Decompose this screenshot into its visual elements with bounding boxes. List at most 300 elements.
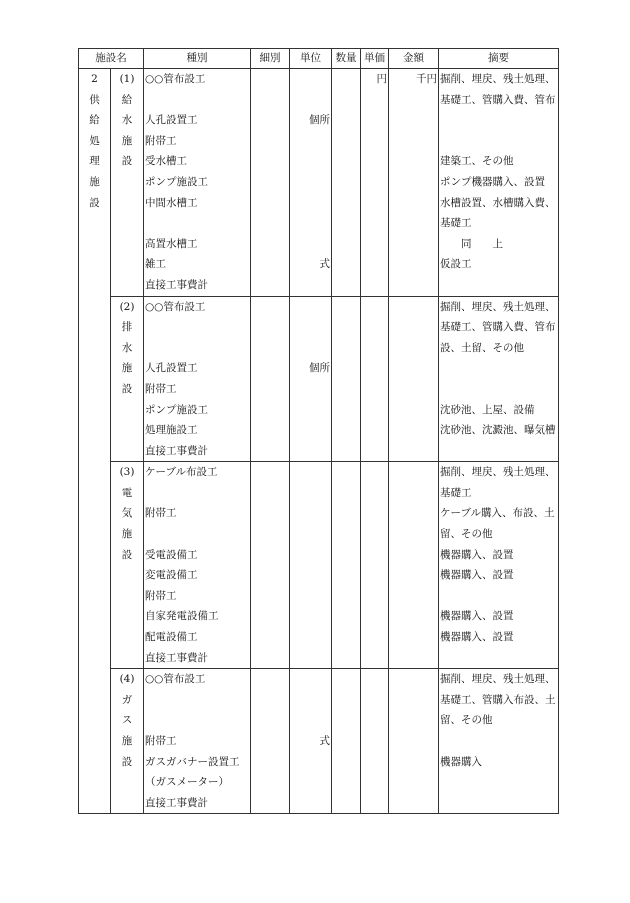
table-row xyxy=(79,524,559,545)
amount-cell xyxy=(389,483,439,504)
amount-cell xyxy=(389,586,439,607)
quantity-cell xyxy=(332,462,361,483)
facility-name-char: 供 xyxy=(79,90,111,111)
unit-cell xyxy=(290,710,332,731)
detail-cell xyxy=(251,606,290,627)
type-cell: ケーブル布設工 xyxy=(144,462,251,483)
detail-cell xyxy=(251,400,290,421)
sub-facility-cell xyxy=(111,648,144,669)
table-row xyxy=(79,772,559,793)
facility-name-char: 設 xyxy=(79,193,111,214)
detail-cell xyxy=(251,172,290,193)
detail-cell xyxy=(251,379,290,400)
amount-cell xyxy=(389,648,439,669)
type-cell xyxy=(144,710,251,731)
quantity-cell xyxy=(332,172,361,193)
type-cell: 直接工事費計 xyxy=(144,275,251,296)
type-cell: 雑工 xyxy=(144,254,251,275)
unit-price-cell xyxy=(361,151,389,172)
facility-cell xyxy=(79,254,111,275)
detail-cell xyxy=(251,648,290,669)
detail-cell xyxy=(251,690,290,711)
facility-cell xyxy=(79,586,111,607)
quantity-cell xyxy=(332,524,361,545)
remarks-cell xyxy=(439,441,559,462)
table-row xyxy=(79,606,559,627)
table-row xyxy=(79,752,559,773)
unit-cell xyxy=(290,524,332,545)
facility-cell xyxy=(79,648,111,669)
header-quantity: 数量 xyxy=(332,49,361,69)
quantity-cell xyxy=(332,193,361,214)
detail-cell xyxy=(251,669,290,690)
unit-cell xyxy=(290,338,332,359)
unit-price-cell xyxy=(361,710,389,731)
unit-price-cell xyxy=(361,441,389,462)
cost-table xyxy=(78,48,559,814)
amount-cell xyxy=(389,524,439,545)
unit-cell xyxy=(290,752,332,773)
remarks-cell: 基礎工、管購入費、管布 xyxy=(439,317,559,338)
type-cell: ガスガバナー設置工 xyxy=(144,752,251,773)
unit-price-cell xyxy=(361,110,389,131)
table-row xyxy=(79,710,559,731)
sub-facility-char: (4) xyxy=(111,669,144,690)
unit-price-cell xyxy=(361,338,389,359)
type-cell: 附帯工 xyxy=(144,503,251,524)
table-row xyxy=(79,379,559,400)
facility-cell xyxy=(79,338,111,359)
table-row xyxy=(79,420,559,441)
header-facility: 施設名 xyxy=(79,49,144,69)
detail-cell xyxy=(251,772,290,793)
amount-cell xyxy=(389,275,439,296)
unit-price-cell xyxy=(361,524,389,545)
amount-cell xyxy=(389,172,439,193)
sub-facility-cell xyxy=(111,441,144,462)
detail-cell xyxy=(251,213,290,234)
unit-cell xyxy=(290,648,332,669)
facility-name-char: 理 xyxy=(79,151,111,172)
quantity-cell xyxy=(332,503,361,524)
table-row xyxy=(79,172,559,193)
unit-price-cell xyxy=(361,131,389,152)
amount-cell xyxy=(389,731,439,752)
quantity-cell xyxy=(332,648,361,669)
unit-cell xyxy=(290,172,332,193)
unit-price-cell xyxy=(361,420,389,441)
unit-price-cell xyxy=(361,731,389,752)
remarks-cell xyxy=(439,358,559,379)
table-row xyxy=(79,90,559,111)
remarks-cell: 基礎工 xyxy=(439,213,559,234)
unit-price-cell xyxy=(361,565,389,586)
unit-price-cell xyxy=(361,358,389,379)
detail-cell xyxy=(251,296,290,317)
type-cell: ○○管布設工 xyxy=(144,669,251,690)
unit-cell: 個所 xyxy=(290,110,332,131)
sub-facility-cell xyxy=(111,193,144,214)
type-cell: 直接工事費計 xyxy=(144,648,251,669)
sub-facility-char: (2) xyxy=(111,296,144,317)
type-cell: ポンプ施設工 xyxy=(144,400,251,421)
unit-price-cell xyxy=(361,627,389,648)
unit-cell xyxy=(290,483,332,504)
amount-cell xyxy=(389,254,439,275)
quantity-cell xyxy=(332,400,361,421)
amount-cell xyxy=(389,358,439,379)
amount-cell xyxy=(389,213,439,234)
amount-cell xyxy=(389,131,439,152)
remarks-cell: 設、土留、その他 xyxy=(439,338,559,359)
remarks-cell: 基礎工、管購入費、管布 xyxy=(439,90,559,111)
type-cell xyxy=(144,483,251,504)
table-row xyxy=(79,627,559,648)
remarks-cell xyxy=(439,586,559,607)
detail-cell xyxy=(251,483,290,504)
detail-cell xyxy=(251,131,290,152)
type-cell xyxy=(144,338,251,359)
remarks-cell xyxy=(439,793,559,814)
facility-cell xyxy=(79,503,111,524)
type-cell: （ガスメーター） xyxy=(144,772,251,793)
table-row xyxy=(79,400,559,421)
facility-cell xyxy=(79,545,111,566)
table-row xyxy=(79,503,559,524)
type-cell: ○○管布設工 xyxy=(144,296,251,317)
unit-price-cell xyxy=(361,234,389,255)
facility-name-char: 処 xyxy=(79,131,111,152)
table-row xyxy=(79,462,559,483)
amount-cell xyxy=(389,793,439,814)
sub-facility-char: 設 xyxy=(111,545,144,566)
unit-cell xyxy=(290,441,332,462)
table-row xyxy=(79,110,559,131)
unit-price-cell: 円 xyxy=(361,69,389,90)
remarks-cell: 基礎工 xyxy=(439,483,559,504)
unit-price-cell xyxy=(361,503,389,524)
unit-cell xyxy=(290,131,332,152)
unit-cell xyxy=(290,213,332,234)
sub-facility-char: 施 xyxy=(111,358,144,379)
unit-price-cell xyxy=(361,586,389,607)
amount-cell: 千円 xyxy=(389,69,439,90)
quantity-cell xyxy=(332,358,361,379)
detail-cell xyxy=(251,793,290,814)
table-row xyxy=(79,586,559,607)
unit-cell xyxy=(290,420,332,441)
table-row xyxy=(79,565,559,586)
sub-facility-cell xyxy=(111,586,144,607)
remarks-cell: 沈砂池、沈澱池、曝気槽 xyxy=(439,420,559,441)
facility-name-char: 2 xyxy=(79,69,111,90)
type-cell: 附帯工 xyxy=(144,131,251,152)
remarks-cell xyxy=(439,275,559,296)
sub-facility-cell xyxy=(111,172,144,193)
quantity-cell xyxy=(332,669,361,690)
detail-cell xyxy=(251,254,290,275)
quantity-cell xyxy=(332,483,361,504)
unit-cell xyxy=(290,503,332,524)
sub-facility-char: 設 xyxy=(111,151,144,172)
table-row xyxy=(79,254,559,275)
quantity-cell xyxy=(332,234,361,255)
sub-facility-cell xyxy=(111,772,144,793)
amount-cell xyxy=(389,317,439,338)
quantity-cell xyxy=(332,420,361,441)
table-row xyxy=(79,545,559,566)
type-cell: 受電設備工 xyxy=(144,545,251,566)
amount-cell xyxy=(389,193,439,214)
facility-name-char: 施 xyxy=(79,172,111,193)
sub-facility-char: 電 xyxy=(111,483,144,504)
remarks-cell: 留、その他 xyxy=(439,524,559,545)
amount-cell xyxy=(389,296,439,317)
facility-cell xyxy=(79,317,111,338)
sub-facility-char: 水 xyxy=(111,338,144,359)
type-cell: 受水槽工 xyxy=(144,151,251,172)
amount-cell xyxy=(389,151,439,172)
type-cell: 自家発電設備工 xyxy=(144,606,251,627)
unit-cell xyxy=(290,151,332,172)
facility-cell xyxy=(79,669,111,690)
remarks-cell: ケーブル購入、布設、土 xyxy=(439,503,559,524)
unit-price-cell xyxy=(361,752,389,773)
detail-cell xyxy=(251,110,290,131)
detail-cell xyxy=(251,710,290,731)
quantity-cell xyxy=(332,586,361,607)
sub-facility-char: 施 xyxy=(111,731,144,752)
type-cell: 附帯工 xyxy=(144,586,251,607)
sub-facility-cell xyxy=(111,213,144,234)
remarks-cell: 機器購入、設置 xyxy=(439,545,559,566)
quantity-cell xyxy=(332,627,361,648)
amount-cell xyxy=(389,565,439,586)
facility-cell xyxy=(79,524,111,545)
remarks-cell: 留、その他 xyxy=(439,710,559,731)
remarks-cell: 掘削、埋戻、残土処理、 xyxy=(439,462,559,483)
unit-cell: 個所 xyxy=(290,358,332,379)
detail-cell xyxy=(251,338,290,359)
quantity-cell xyxy=(332,565,361,586)
quantity-cell xyxy=(332,379,361,400)
remarks-cell: 機器購入 xyxy=(439,752,559,773)
facility-cell xyxy=(79,234,111,255)
table-row xyxy=(79,793,559,814)
remarks-cell xyxy=(439,110,559,131)
type-cell: 附帯工 xyxy=(144,379,251,400)
unit-cell xyxy=(290,545,332,566)
amount-cell xyxy=(389,90,439,111)
quantity-cell xyxy=(332,710,361,731)
unit-price-cell xyxy=(361,545,389,566)
detail-cell xyxy=(251,275,290,296)
table-row xyxy=(79,151,559,172)
unit-cell xyxy=(290,690,332,711)
header-type: 種別 xyxy=(144,49,251,69)
facility-cell xyxy=(79,275,111,296)
facility-cell xyxy=(79,793,111,814)
facility-cell xyxy=(79,752,111,773)
type-cell xyxy=(144,690,251,711)
header-remarks: 摘要 xyxy=(439,49,559,69)
unit-price-cell xyxy=(361,793,389,814)
unit-cell xyxy=(290,627,332,648)
sub-facility-char: 施 xyxy=(111,131,144,152)
sub-facility-char: 気 xyxy=(111,503,144,524)
sub-facility-cell xyxy=(111,565,144,586)
quantity-cell xyxy=(332,254,361,275)
type-cell xyxy=(144,317,251,338)
unit-cell xyxy=(290,606,332,627)
detail-cell xyxy=(251,420,290,441)
unit-price-cell xyxy=(361,690,389,711)
amount-cell xyxy=(389,627,439,648)
quantity-cell xyxy=(332,296,361,317)
cost-breakdown-sheet xyxy=(78,48,558,828)
quantity-cell xyxy=(332,69,361,90)
type-cell: 附帯工 xyxy=(144,731,251,752)
facility-cell xyxy=(79,296,111,317)
unit-cell xyxy=(290,193,332,214)
unit-cell xyxy=(290,317,332,338)
detail-cell xyxy=(251,234,290,255)
table-row xyxy=(79,234,559,255)
unit-price-cell xyxy=(361,400,389,421)
remarks-cell: 建築工、その他 xyxy=(439,151,559,172)
amount-cell xyxy=(389,462,439,483)
remarks-cell: 仮設工 xyxy=(439,254,559,275)
facility-cell xyxy=(79,358,111,379)
amount-cell xyxy=(389,669,439,690)
amount-cell xyxy=(389,234,439,255)
type-cell: ポンプ施設工 xyxy=(144,172,251,193)
unit-cell xyxy=(290,296,332,317)
table-row xyxy=(79,275,559,296)
facility-cell xyxy=(79,565,111,586)
table-row xyxy=(79,731,559,752)
table-row xyxy=(79,69,559,90)
quantity-cell xyxy=(332,793,361,814)
detail-cell xyxy=(251,586,290,607)
detail-cell xyxy=(251,752,290,773)
table-row xyxy=(79,358,559,379)
facility-cell xyxy=(79,379,111,400)
detail-cell xyxy=(251,731,290,752)
unit-price-cell xyxy=(361,648,389,669)
unit-cell xyxy=(290,90,332,111)
unit-cell xyxy=(290,400,332,421)
unit-price-cell xyxy=(361,296,389,317)
unit-price-cell xyxy=(361,90,389,111)
amount-cell xyxy=(389,772,439,793)
facility-cell xyxy=(79,462,111,483)
remarks-cell xyxy=(439,648,559,669)
detail-cell xyxy=(251,565,290,586)
quantity-cell xyxy=(332,317,361,338)
detail-cell xyxy=(251,151,290,172)
quantity-cell xyxy=(332,213,361,234)
quantity-cell xyxy=(332,275,361,296)
sub-facility-char: ス xyxy=(111,710,144,731)
type-cell: 変電設備工 xyxy=(144,565,251,586)
table-row xyxy=(79,690,559,711)
quantity-cell xyxy=(332,151,361,172)
remarks-cell: 掘削、埋戻、残土処理、 xyxy=(439,669,559,690)
remarks-cell xyxy=(439,131,559,152)
table-row xyxy=(79,193,559,214)
table-body xyxy=(79,69,559,814)
unit-price-cell xyxy=(361,606,389,627)
amount-cell xyxy=(389,110,439,131)
quantity-cell xyxy=(332,131,361,152)
unit-price-cell xyxy=(361,772,389,793)
unit-cell xyxy=(290,69,332,90)
detail-cell xyxy=(251,358,290,379)
facility-cell xyxy=(79,772,111,793)
type-cell xyxy=(144,213,251,234)
type-cell: 中間水槽工 xyxy=(144,193,251,214)
facility-cell xyxy=(79,441,111,462)
unit-price-cell xyxy=(361,483,389,504)
amount-cell xyxy=(389,710,439,731)
facility-cell xyxy=(79,400,111,421)
amount-cell xyxy=(389,690,439,711)
remarks-cell: 機器購入、設置 xyxy=(439,565,559,586)
amount-cell xyxy=(389,420,439,441)
header-unit: 単位 xyxy=(290,49,332,69)
table-row xyxy=(79,338,559,359)
header-detail: 細別 xyxy=(251,49,290,69)
table-row xyxy=(79,648,559,669)
quantity-cell xyxy=(332,752,361,773)
amount-cell xyxy=(389,606,439,627)
remarks-cell: 掘削、埋戻、残土処理、 xyxy=(439,69,559,90)
quantity-cell xyxy=(332,772,361,793)
detail-cell xyxy=(251,90,290,111)
facility-cell xyxy=(79,420,111,441)
facility-cell xyxy=(79,606,111,627)
table-row xyxy=(79,317,559,338)
sub-facility-char: (3) xyxy=(111,462,144,483)
quantity-cell xyxy=(332,338,361,359)
unit-cell xyxy=(290,275,332,296)
unit-price-cell xyxy=(361,193,389,214)
detail-cell xyxy=(251,69,290,90)
quantity-cell xyxy=(332,731,361,752)
table-row xyxy=(79,131,559,152)
table-row xyxy=(79,483,559,504)
remarks-cell: 同 上 xyxy=(439,234,559,255)
unit-price-cell xyxy=(361,275,389,296)
quantity-cell xyxy=(332,441,361,462)
amount-cell xyxy=(389,545,439,566)
table-row xyxy=(79,213,559,234)
unit-cell xyxy=(290,462,332,483)
sub-facility-char: 設 xyxy=(111,379,144,400)
sub-facility-cell xyxy=(111,627,144,648)
sub-facility-char: 施 xyxy=(111,524,144,545)
sub-facility-cell xyxy=(111,606,144,627)
facility-cell xyxy=(79,731,111,752)
amount-cell xyxy=(389,441,439,462)
type-cell: 配電設備工 xyxy=(144,627,251,648)
facility-cell xyxy=(79,213,111,234)
detail-cell xyxy=(251,524,290,545)
remarks-cell xyxy=(439,772,559,793)
detail-cell xyxy=(251,627,290,648)
unit-price-cell xyxy=(361,172,389,193)
